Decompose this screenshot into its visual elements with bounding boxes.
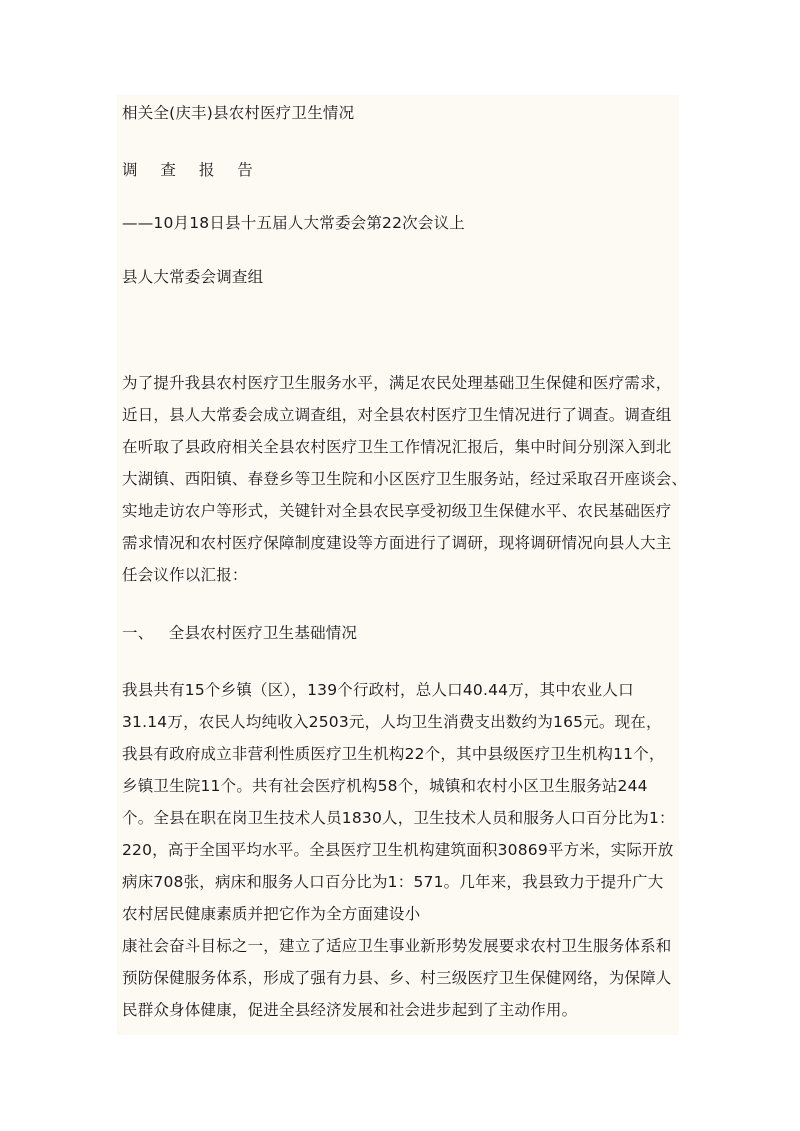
section1-line: 病床708张，病床和服务人口百分比为1：571。几年来，我县致力于提升广大 [122,873,664,891]
section1-line: 我县共有15个乡镇（区），139个行政村，总人口40.44万，其中农业人口 [122,681,634,699]
intro-line: 需求情况和农村医疗保障制度建设等方面进行了调研，现将调研情况向县人大主 [122,534,672,552]
section1-line: 预防保健服务体系，形成了强有力县、乡、村三级医疗卫生保健网络，为保障人 [122,969,672,987]
author-line: 县人大常委会调查组 [122,268,264,286]
intro-line: 实地走访农户等形式，关键针对全县农民享受初级卫生保健水平、农民基础医疗 [122,502,672,520]
section1-line: 民群众身体健康，促进全县经济发展和社会进步起到了主动作用。 [122,1001,578,1019]
intro-line: 大湖镇、西阳镇、春登乡等卫生院和小区医疗卫生服务站，经过采取召开座谈会、 [122,470,688,488]
section1-line: 个。全县在职在岗卫生技术人员1830人，卫生技术人员和服务人口百分比为1： [122,809,675,827]
intro-line: 在听取了县政府相关全县农村医疗卫生工作情况汇报后，集中时间分别深入到北 [122,438,672,456]
document-title: 相关全(庆丰)县农村医疗卫生情况 [122,104,355,122]
section1-line: 我县有政府成立非营利性质医疗卫生机构22个，其中县级医疗卫生机构11个， [122,745,665,763]
section1-line: 康社会奋斗目标之一，建立了适应卫生事业新形势发展要求农村卫生服务体系和 [122,937,672,955]
section1-line: 220，高于全国平均水平。全县医疗卫生机构建筑面积30869平方米，实际开放 [122,841,674,859]
intro-line: 为了提升我县农村医疗卫生服务水平，满足农民处理基础卫生保健和医疗需求， [122,374,672,392]
section1-line: 农村居民健康素质并把它作为全方面建设小 [122,905,421,923]
meeting-line: ——10月18日县十五届人大常委会第22次会议上 [122,214,465,232]
section1-line: 乡镇卫生院11个。共有社会医疗机构58个，城镇和农村小区卫生服务站244 [122,777,648,795]
section1-heading: 一、 全县农村医疗卫生基础情况 [122,624,358,642]
intro-line: 近日，县人大常委会成立调查组，对全县农村医疗卫生情况进行了调查。调查组 [122,406,672,424]
section1-line: 31.14万，农民人均纯收入2503元，人均卫生消费支出数约为165元。现在， [122,713,662,731]
intro-line: 任会议作以汇报： [122,566,248,584]
document-subtitle: 调 查 报 告 [122,161,262,179]
